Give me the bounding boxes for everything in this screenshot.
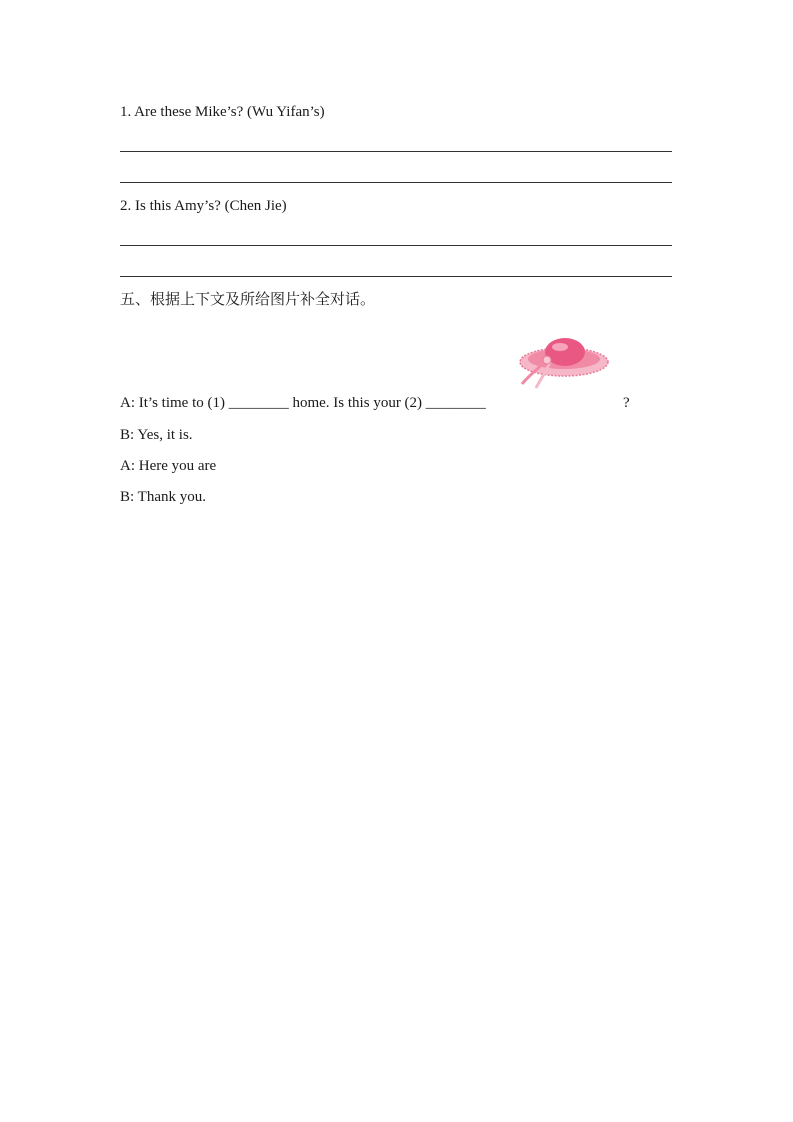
answer-line: [120, 245, 672, 246]
dialogue-line-1: A: It’s time to (1) ________ home. Is this your (2) ________: [120, 395, 486, 411]
question-2: 2. Is this Amy’s? (Chen Jie): [120, 198, 287, 214]
pink-hat-icon: [516, 332, 612, 392]
question-1: 1. Are these Mike’s? (Wu Yifan’s): [120, 104, 325, 120]
dialogue-line-4: B: Thank you.: [120, 489, 206, 505]
dialogue-line-2: B: Yes, it is.: [120, 427, 193, 443]
section-heading: 五、根据上下文及所给图片补全对话。: [120, 290, 376, 308]
question-mark: ?: [623, 395, 630, 411]
answer-line: [120, 151, 672, 152]
answer-line: [120, 182, 672, 183]
answer-line: [120, 276, 672, 277]
dialogue-line-3: A: Here you are: [120, 458, 217, 474]
